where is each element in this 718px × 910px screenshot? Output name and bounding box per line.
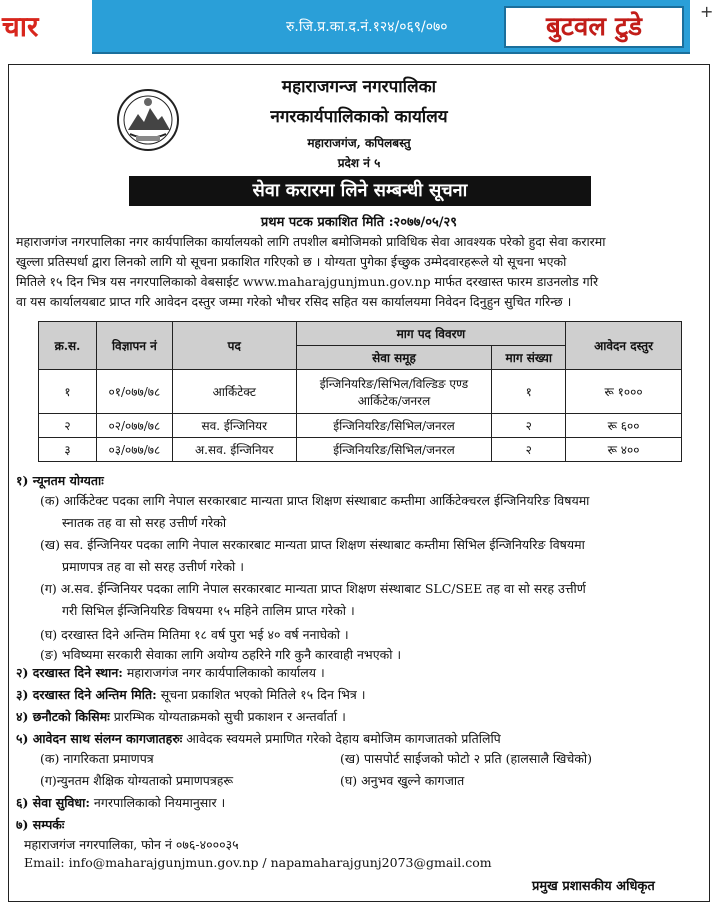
header-sn: क्र.स. xyxy=(39,322,97,370)
document-item-kha: (ख) पासपोर्ट साईजको फोटो २ प्रति (हालसालै खिचेको) xyxy=(340,751,593,766)
header-fee: आवेदन दस्तुर xyxy=(566,322,682,370)
intro-line: वा यस कार्यालयबाट प्राप्त गरि आवेदन दस्तुर जम्मा गरेको भौचर रसिद सहित यस कार्यालयमा निवेदन दिनुहुन सुचित गरिन्छ । xyxy=(16,294,572,309)
organization-name: महाराजगन्ज नगरपालिका xyxy=(281,77,437,97)
service-group-line: ईन्जिनियरिङ/सिभिल/विल्डिङ एण्ड xyxy=(319,376,469,391)
section-selection-type: ४) छनौटको किसिमः प्रारम्भिक योग्यताक्रमको सुची प्रकाशन र अन्तर्वार्ता । xyxy=(16,709,346,724)
registration-number: रु.जि.प्र.का.द.नं.१२४/०६९/०७० xyxy=(286,19,448,35)
section-qualification-title: १) न्यूनतम योग्यताः xyxy=(16,473,104,488)
cell-fee: रू ६०० xyxy=(566,414,682,438)
cell-post: आर्किटेक्ट xyxy=(172,370,296,414)
header-demand: माग पद विवरण xyxy=(296,322,566,346)
contact-email: Email: info@maharajgunjmun.gov.np / napamaharajgunj2073@gmail.com xyxy=(24,855,492,870)
cell-ad-no: ०१/०७७/७८ xyxy=(96,370,172,414)
cell-service-group xyxy=(296,370,492,414)
province-label: प्रदेश नं ५ xyxy=(337,156,381,170)
cell-sn: २ xyxy=(39,414,97,438)
table-row xyxy=(39,370,682,414)
cell-fee: रू ४०० xyxy=(566,438,682,462)
crosshair-icon: + xyxy=(700,2,714,21)
qualification-item-kha: (ख) सव. ईन्जिनियर पदका लागि नेपाल सरकारबाट मान्यता प्राप्त शिक्षण संस्थाबाट कम्तीमा सिभिल ईन्जिनियरिङ विषयमा प्रमाणपत्र तह वा सो सरह उत्तीर्ण गरेको । xyxy=(40,537,585,574)
intro-paragraph xyxy=(16,232,706,312)
document-item-ga: (ग)न्युनतम शैक्षिक योग्यताको प्रमाणपत्रहरू xyxy=(40,773,234,788)
qualification-item-gha: (घ) दरखास्त दिने अन्तिम मितिमा १८ वर्ष पुरा भई ४० वर्ष ननाघेको । xyxy=(40,627,349,642)
intro-line: महाराजगंज नगरपालिका नगर कार्यपालिका कार्यालयको लागि तपशील बमोजिमको प्राविधिक सेवा आवश्यक परेको हुदा सेवा करारमा xyxy=(16,234,606,249)
cell-ad-no: ०३/०७७/७८ xyxy=(96,438,172,462)
cell-fee: रू १००० xyxy=(566,370,682,414)
cell-count: १ xyxy=(492,370,566,414)
table-header-row xyxy=(39,322,682,346)
cell-count: २ xyxy=(492,438,566,462)
newspaper-banner xyxy=(0,0,690,54)
office-address: महाराजगंज, कपिलबस्तु xyxy=(307,136,411,150)
cell-sn: ३ xyxy=(39,438,97,462)
office-name: नगरकार्यपालिकाको कार्यालय xyxy=(270,107,448,127)
cell-post: सव. ईन्जिनियर xyxy=(172,414,296,438)
header-ad-no: विज्ञापन नं xyxy=(96,322,172,370)
signer-title: प्रमुख प्रशासकीय अधिकृत xyxy=(532,879,655,894)
table-row xyxy=(39,438,682,462)
table-row xyxy=(39,414,682,438)
contact-phone: महाराजगंज नगरपालिका, फोन नं ०७६-४०००३५ xyxy=(24,837,239,852)
qualification-item-ga: (ग) अ.सव. ईन्जिनियर पदका लागि नेपाल सरकारबाट मान्यता प्राप्त शिक्षण संस्थाबाट SLC/SEE तह वा सो सरह उत्तीर्ण गरी सिभिल ईन्जिनियरिङ विषयमा १५ महिने तालिम प्राप्त गरेको । xyxy=(40,581,586,618)
section-facilities: ६) सेवा सुविधा: नगरपालिकाको नियमानुसार । xyxy=(16,795,226,810)
document-item-gha: (घ) अनुभव खुल्ने कागजात xyxy=(340,773,465,788)
document-item-ka: (क) नागरिकता प्रमाणपत्र xyxy=(40,751,154,766)
cell-post: अ.सव. ईन्जिनियर xyxy=(172,438,296,462)
cell-sn: १ xyxy=(39,370,97,414)
intro-line: खुल्ला प्रतिस्पर्धा द्वारा लिनको लागि यो सूचना प्रकाशित गरिएको छ । योग्यता पुगेका ईच्छुक उम्मेदवारहरूले यो सूचना भएको xyxy=(16,254,567,269)
cell-service-group: ईन्जिनियरिङ/सिभिल/जनरल xyxy=(296,438,492,462)
header-service-group: सेवा समूह xyxy=(296,346,492,370)
cell-ad-no: ०२/०७७/७८ xyxy=(96,414,172,438)
qualification-item-ka: (क) आर्किटेक्ट पदका लागि नेपाल सरकारबाट मान्यता प्राप्त शिक्षण संस्थाबाट कम्तीमा आर्किटेक्चरल ईन्जिनियरिङ विषयमा स्नातक तह वा सो सरह उत्तीर्ण गरेको xyxy=(40,493,590,530)
section-contact: ७) सम्पर्कः xyxy=(16,817,65,832)
section-deadline: ३) दरखास्त दिने अन्तिम मिति: सूचना प्रकाशित भएको मितिले १५ दिन भित्र । xyxy=(16,687,366,702)
newspaper-brand: बुटवल टुडे xyxy=(504,6,684,48)
posts-table xyxy=(38,321,682,462)
service-group-line: आर्किटेक/जनरल xyxy=(357,393,431,408)
cell-count: २ xyxy=(492,414,566,438)
section-application-place: २) दरखास्त दिने स्थान: महाराजगंज नगर कार्यपालिकाको कार्यालय । xyxy=(16,665,325,680)
intro-line: मितिले १५ दिन भित्र यस नगरपालिकाको वेबसाईट www.maharajgunjmun.gov.np मार्फत दरखास्त फारम डाउनलोड गरि xyxy=(16,274,599,289)
section-documents: ५) आवेदन साथ संलग्न कागजातहरुः आवेदक स्वयमले प्रमाणित गरेको देहाय बमोजिम कागजातको प्रतिलिपि xyxy=(16,731,501,746)
qualification-item-nga: (ङ) भविष्यमा सरकारी सेवाका लागि अयोग्य ठहरिने गरि कुनै कारवाही नभएको । xyxy=(40,647,402,662)
cell-service-group: ईन्जिनियरिङ/सिभिल/जनरल xyxy=(296,414,492,438)
header-count: माग संख्या xyxy=(492,346,566,370)
banner-left-text: चार xyxy=(0,0,92,54)
notice-title: सेवा करारमा लिने सम्बन्धी सूचना xyxy=(129,176,591,206)
publish-date: प्रथम पटक प्रकाशित मिति :२०७७/०५/२९ xyxy=(260,215,458,230)
header-post: पद xyxy=(172,322,296,370)
